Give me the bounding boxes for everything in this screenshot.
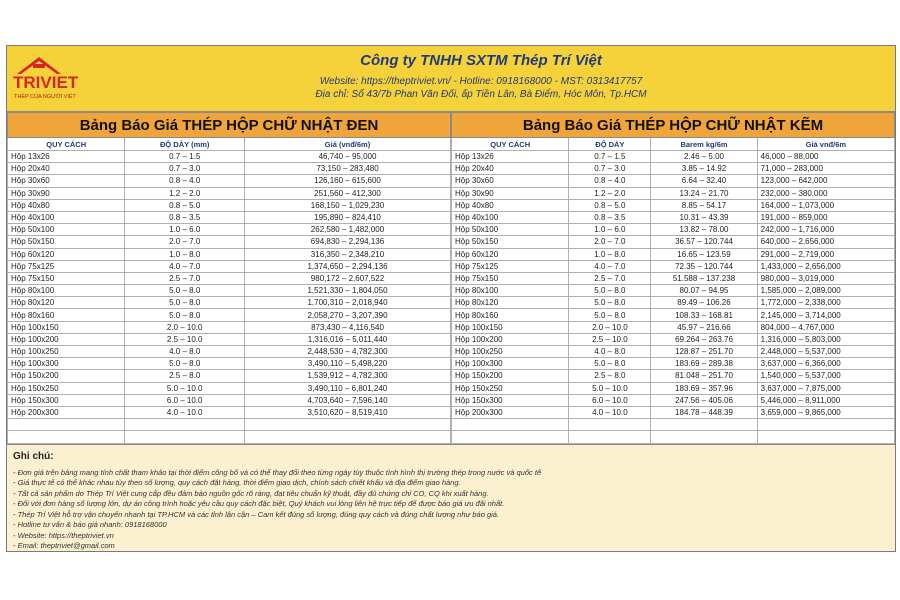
- notes-title: Ghi chú:: [13, 450, 54, 462]
- table-cell: Hộp 150x250: [452, 382, 569, 394]
- table-cell: 168,150 – 1,029,230: [245, 199, 451, 211]
- col-header-spec: QUY CÁCH: [452, 138, 569, 151]
- table-row: [8, 175, 451, 187]
- table-cell: 4.0 – 10.0: [125, 406, 245, 418]
- table-row: [452, 358, 895, 370]
- table-cell: 1,539,912 – 4,782,300: [245, 370, 451, 382]
- table-row: [452, 211, 895, 223]
- table-cell: 13.82 – 78.00: [651, 224, 757, 236]
- table-row: [8, 382, 451, 394]
- logo-tagline: THÉP CỦA NGƯỜI VIỆT: [14, 94, 76, 100]
- table-cell: Hộp 100x150: [8, 321, 125, 333]
- table-cell: Hộp 150x200: [8, 370, 125, 382]
- table-cell: Hộp 100x150: [452, 321, 569, 333]
- table-cell: [569, 419, 651, 431]
- table-cell: Hộp 200x300: [452, 406, 569, 418]
- table-cell: 2.0 – 7.0: [569, 236, 651, 248]
- table-cell: 16.65 – 123.59: [651, 248, 757, 260]
- table-cell: 1,374,650 – 2,294,136: [245, 260, 451, 272]
- table-cell: 251,560 – 412,300: [245, 187, 451, 199]
- logo-text: TRIVIET: [13, 73, 79, 92]
- col-header-barem: Barem kg/6m: [651, 138, 757, 151]
- table-cell: 5.0 – 10.0: [125, 382, 245, 394]
- table-cell: 2,448,000 – 5,537,000: [757, 346, 894, 358]
- table-cell: Hộp 50x100: [8, 224, 125, 236]
- table-cell: [245, 431, 451, 443]
- table-cell: 51.588 – 137.238: [651, 272, 757, 284]
- note-line: - Hotline tư vấn & báo giá nhanh: 0918168000: [13, 520, 167, 529]
- table-cell: 4.0 – 10.0: [569, 406, 651, 418]
- table-row: [8, 309, 451, 321]
- table-cell: 2.0 – 10.0: [569, 321, 651, 333]
- table-row: [8, 333, 451, 345]
- table-cell: 89.49 – 106.26: [651, 297, 757, 309]
- table-cell: Hộp 30x60: [452, 175, 569, 187]
- table-row: [8, 406, 451, 418]
- table-cell: Hộp 20x40: [8, 163, 125, 175]
- table-cell: 81.048 – 251.70: [651, 370, 757, 382]
- table-cell: [8, 431, 125, 443]
- table-cell: Hộp 80x160: [452, 309, 569, 321]
- table-cell: Hộp 30x60: [8, 175, 125, 187]
- note-line: - Đơn giá trên bảng mang tính chất tham khảo tại thời điểm công bố và có thể thay đổi theo từng ngày tùy thuộc tình hình thị trường thép trong nước và quốc tế: [13, 467, 542, 477]
- table-row: [8, 272, 451, 284]
- table-cell: Hộp 30x90: [452, 187, 569, 199]
- table-cell: 1,433,000 – 2,656,000: [757, 260, 894, 272]
- table-row: [452, 297, 895, 309]
- table-cell: 6.0 – 10.0: [125, 394, 245, 406]
- table-cell: 980,172 – 2,607,522: [245, 272, 451, 284]
- table-cell: 45.97 – 216.66: [651, 321, 757, 333]
- table-cell: 3,490,110 – 5,498,220: [245, 358, 451, 370]
- table-cell: 195,890 – 824,410: [245, 211, 451, 223]
- table-cell: 2.0 – 10.0: [125, 321, 245, 333]
- table-cell: 2.5 – 7.0: [569, 272, 651, 284]
- col-header-spec: QUY CÁCH: [8, 138, 125, 151]
- table-cell: Hộp 80x120: [8, 297, 125, 309]
- table-cell: 4.0 – 8.0: [569, 346, 651, 358]
- table-row: [8, 199, 451, 211]
- table-cell: Hộp 200x300: [8, 406, 125, 418]
- table-cell: Hộp 100x250: [8, 346, 125, 358]
- table-row: [452, 394, 895, 406]
- table-cell: 0.7 – 3.0: [569, 163, 651, 175]
- col-header-thickness: ĐỘ DÀY (mm): [125, 138, 245, 151]
- table-row: [8, 346, 451, 358]
- table-row: [452, 151, 895, 163]
- table-cell: 1.2 – 2.0: [569, 187, 651, 199]
- table-cell: 5.0 – 8.0: [125, 285, 245, 297]
- table-cell: 242,000 – 1,716,000: [757, 224, 894, 236]
- table-cell: 873,430 – 4,116,540: [245, 321, 451, 333]
- note-line: - Giá thực tế có thể khác nhau tùy theo số lượng, quy cách đặt hàng, thời điểm giao dịch, chính sách chiết khấu và địa điểm giao hàng.: [13, 478, 461, 487]
- table-cell: 3.85 – 14.92: [651, 163, 757, 175]
- table-row: [8, 394, 451, 406]
- table-row: [8, 297, 451, 309]
- col-header-price: Giá vnđ/6m: [757, 138, 894, 151]
- table-cell: 1,700,310 – 2,018,940: [245, 297, 451, 309]
- table-cell: 8.85 – 54.17: [651, 199, 757, 211]
- table-cell: 1.2 – 2.0: [125, 187, 245, 199]
- table-cell: 2,448,530 – 4,782,300: [245, 346, 451, 358]
- table-row: [8, 187, 451, 199]
- table-cell: 2,145,000 – 3,714,000: [757, 309, 894, 321]
- col-header-thickness: ĐỘ DÀY: [569, 138, 651, 151]
- table-cell: 1,316,016 – 5,011,440: [245, 333, 451, 345]
- table-cell: Hộp 75x125: [452, 260, 569, 272]
- table-cell: 2.46 – 5.00: [651, 151, 757, 163]
- table-cell: 69.264 – 263.76: [651, 333, 757, 345]
- table-cell: 694,830 – 2,294,136: [245, 236, 451, 248]
- table-cell: Hộp 100x200: [8, 333, 125, 345]
- table-row: [8, 236, 451, 248]
- table-cell: 1,316,000 – 5,803,000: [757, 333, 894, 345]
- table-cell: 2.5 – 8.0: [569, 370, 651, 382]
- table-cell: 5.0 – 8.0: [125, 309, 245, 321]
- table-cell: 164,000 – 1,073,000: [757, 199, 894, 211]
- company-name: Công ty TNHH SXTM Thép Trí Việt: [360, 52, 602, 69]
- table-cell: 46,000 – 88,000: [757, 151, 894, 163]
- note-line: - Đối với đơn hàng số lượng lớn, dự án công trình hoặc yêu cầu quy cách đặc biệt, Quý khách vui lòng liên hệ trực tiếp để được báo giá ưu đãi nhất.: [13, 499, 505, 508]
- table-cell: 0.8 – 4.0: [125, 175, 245, 187]
- galvanized-steel-table: [451, 112, 895, 444]
- table-row: [452, 321, 895, 333]
- table-cell: 980,000 – 3,019,000: [757, 272, 894, 284]
- table-cell: 2,058,270 – 3,207,390: [245, 309, 451, 321]
- table-cell: [125, 419, 245, 431]
- table-cell: 3,659,000 – 9,865,000: [757, 406, 894, 418]
- table-row: [8, 248, 451, 260]
- table-cell: 247.56 – 405.06: [651, 394, 757, 406]
- table-row: [452, 431, 895, 443]
- table-cell: 80.07 – 94.95: [651, 285, 757, 297]
- table-cell: 191,000 – 859,000: [757, 211, 894, 223]
- table-cell: 5.0 – 8.0: [569, 309, 651, 321]
- note-line: - Website: https://theptriviet.vn: [13, 530, 114, 540]
- tables-row: [7, 112, 895, 444]
- table-cell: 5.0 – 8.0: [569, 285, 651, 297]
- table-cell: Hộp 80x100: [452, 285, 569, 297]
- table-cell: 108.33 – 168.81: [651, 309, 757, 321]
- table-row: [452, 199, 895, 211]
- table-cell: [245, 419, 451, 431]
- table-cell: Hộp 100x200: [452, 333, 569, 345]
- table-cell: 0.7 – 1.5: [125, 151, 245, 163]
- table-cell: [8, 419, 125, 431]
- black-table-title: Bảng Báo Giá THÉP HỘP CHỮ NHẬT ĐEN: [8, 113, 451, 138]
- table-cell: Hộp 40x100: [8, 211, 125, 223]
- table-cell: Hộp 50x150: [8, 236, 125, 248]
- table-row: [452, 236, 895, 248]
- table-row: [452, 309, 895, 321]
- galv-table-title: Bảng Báo Giá THÉP HỘP CHỮ NHẬT KẼM: [452, 113, 895, 138]
- table-cell: Hộp 100x300: [8, 358, 125, 370]
- table-row: [452, 370, 895, 382]
- table-cell: 4.0 – 8.0: [125, 346, 245, 358]
- table-cell: 46,740 – 95,000: [245, 151, 451, 163]
- table-row: [8, 224, 451, 236]
- table-cell: 0.7 – 1.5: [569, 151, 651, 163]
- note-line: - Thép Trí Việt hỗ trợ vận chuyển nhanh tại TP.HCM và các tỉnh lân cận – Cam kết đúng số lượng, đúng quy cách và đúng chất lượng như báo giá.: [13, 509, 500, 519]
- table-cell: Hộp 80x120: [452, 297, 569, 309]
- table-cell: Hộp 50x150: [452, 236, 569, 248]
- table-cell: 126,160 – 615,600: [245, 175, 451, 187]
- table-cell: 183.69 – 289.38: [651, 358, 757, 370]
- table-cell: [452, 431, 569, 443]
- table-cell: Hộp 75x150: [452, 272, 569, 284]
- table-cell: Hộp 80x100: [8, 285, 125, 297]
- table-cell: [757, 419, 894, 431]
- table-cell: 291,000 – 2,719,000: [757, 248, 894, 260]
- table-cell: 232,000 – 380,000: [757, 187, 894, 199]
- table-cell: Hộp 150x300: [452, 394, 569, 406]
- table-row: [8, 151, 451, 163]
- table-cell: Hộp 100x300: [452, 358, 569, 370]
- table-cell: [569, 431, 651, 443]
- table-cell: 1,521,330 – 1,804,050: [245, 285, 451, 297]
- table-cell: 1.0 – 6.0: [125, 224, 245, 236]
- table-cell: 640,000 – 2,656,000: [757, 236, 894, 248]
- table-cell: Hộp 150x200: [452, 370, 569, 382]
- table-row: [8, 260, 451, 272]
- table-row: [452, 272, 895, 284]
- price-sheet: [6, 45, 896, 552]
- table-row: [452, 224, 895, 236]
- table-cell: 1,772,000 – 2,338,000: [757, 297, 894, 309]
- table-row: [452, 346, 895, 358]
- note-line: - Tất cả sản phẩm do Thép Trí Việt cung cấp đều đảm bảo nguồn gốc rõ ràng, đạt tiêu chuẩn kỹ thuật, đầy đủ chứng chỉ CO, CQ khi xuất hàng.: [13, 488, 489, 498]
- notes-list: [13, 468, 889, 552]
- table-row: [452, 260, 895, 272]
- table-cell: 5.0 – 8.0: [569, 358, 651, 370]
- table-cell: Hộp 50x100: [452, 224, 569, 236]
- table-cell: Hộp 20x40: [452, 163, 569, 175]
- table-row: [8, 358, 451, 370]
- table-cell: 0.8 – 4.0: [569, 175, 651, 187]
- table-row: [8, 211, 451, 223]
- table-cell: Hộp 75x150: [8, 272, 125, 284]
- table-row: [452, 187, 895, 199]
- table-row: [8, 285, 451, 297]
- table-cell: [757, 431, 894, 443]
- table-row: [8, 321, 451, 333]
- table-cell: Hộp 75x125: [8, 260, 125, 272]
- table-cell: 72.35 – 120.744: [651, 260, 757, 272]
- address-line: Địa chỉ: Số 43/7b Phan Văn Đối, ấp Tiền Lân, Bà Điểm, Hóc Môn, Tp.HCM: [315, 89, 647, 100]
- table-cell: Hộp 100x250: [452, 346, 569, 358]
- table-cell: Hộp 13x26: [8, 151, 125, 163]
- table-row: [8, 163, 451, 175]
- table-cell: Hộp 60x120: [8, 248, 125, 260]
- table-cell: 4,703,640 – 7,596,140: [245, 394, 451, 406]
- table-cell: 4.0 – 7.0: [125, 260, 245, 272]
- table-cell: 5,446,000 – 8,911,000: [757, 394, 894, 406]
- table-row: [452, 175, 895, 187]
- table-row: [8, 370, 451, 382]
- table-cell: 4.0 – 7.0: [569, 260, 651, 272]
- table-cell: 128.87 – 251.70: [651, 346, 757, 358]
- table-cell: Hộp 60x120: [452, 248, 569, 260]
- table-cell: 13.24 – 21.70: [651, 187, 757, 199]
- table-cell: [651, 419, 757, 431]
- table-cell: 5.0 – 10.0: [569, 382, 651, 394]
- table-row: [452, 382, 895, 394]
- note-line: - Email: theptriviet@gmail.com: [13, 541, 115, 550]
- table-cell: 0.8 – 5.0: [125, 199, 245, 211]
- table-row: [452, 248, 895, 260]
- table-cell: 3,637,000 – 6,366,000: [757, 358, 894, 370]
- table-row: [8, 419, 451, 431]
- table-cell: 2.5 – 10.0: [125, 333, 245, 345]
- table-cell: Hộp 30x90: [8, 187, 125, 199]
- table-cell: 1.0 – 6.0: [569, 224, 651, 236]
- table-cell: 804,000 – 4,767,000: [757, 321, 894, 333]
- table-cell: 262,580 – 1,482,000: [245, 224, 451, 236]
- table-cell: 2.5 – 10.0: [569, 333, 651, 345]
- table-cell: 3,637,000 – 7,875,000: [757, 382, 894, 394]
- table-cell: Hộp 80x160: [8, 309, 125, 321]
- table-cell: [651, 431, 757, 443]
- table-cell: 0.8 – 3.5: [569, 211, 651, 223]
- table-row: [452, 333, 895, 345]
- table-cell: 123,000 – 642,000: [757, 175, 894, 187]
- table-cell: [125, 431, 245, 443]
- table-cell: 0.8 – 3.5: [125, 211, 245, 223]
- table-cell: 5.0 – 8.0: [569, 297, 651, 309]
- table-cell: [452, 419, 569, 431]
- table-row: [452, 163, 895, 175]
- table-cell: Hộp 150x300: [8, 394, 125, 406]
- website-hotline-line: Website: https://theptriviet.vn/ - Hotline: 0918168000 - MST: 0313417757: [319, 76, 643, 87]
- col-header-price: Giá (vnđ/6m): [245, 138, 451, 151]
- table-cell: 183.69 – 357.96: [651, 382, 757, 394]
- table-cell: 2.5 – 8.0: [125, 370, 245, 382]
- table-cell: 3,490,110 – 6,801,240: [245, 382, 451, 394]
- table-row: [452, 285, 895, 297]
- table-cell: Hộp 150x250: [8, 382, 125, 394]
- table-cell: 3,510,620 – 8,519,410: [245, 406, 451, 418]
- table-cell: 1,585,000 – 2,089,000: [757, 285, 894, 297]
- table-cell: Hộp 13x26: [452, 151, 569, 163]
- table-cell: 0.7 – 3.0: [125, 163, 245, 175]
- table-cell: 2.0 – 7.0: [125, 236, 245, 248]
- table-cell: 5.0 – 8.0: [125, 358, 245, 370]
- table-cell: 2.5 – 7.0: [125, 272, 245, 284]
- table-cell: 1.0 – 8.0: [569, 248, 651, 260]
- notes-section: [7, 444, 895, 551]
- table-cell: 73,150 – 283,480: [245, 163, 451, 175]
- table-cell: 0.8 – 5.0: [569, 199, 651, 211]
- table-cell: 316,350 – 2,348,210: [245, 248, 451, 260]
- sheet-header: [7, 46, 895, 112]
- table-cell: 5.0 – 8.0: [125, 297, 245, 309]
- table-cell: Hộp 40x80: [452, 199, 569, 211]
- table-cell: 36.57 – 120.744: [651, 236, 757, 248]
- table-cell: 1,540,000 – 5,537,000: [757, 370, 894, 382]
- table-row: [452, 419, 895, 431]
- table-cell: Hộp 40x100: [452, 211, 569, 223]
- table-cell: 6.64 – 32.40: [651, 175, 757, 187]
- table-cell: 184.78 – 448.39: [651, 406, 757, 418]
- table-cell: 10.31 – 43.39: [651, 211, 757, 223]
- table-cell: 71,000 – 283,000: [757, 163, 894, 175]
- black-steel-table: [7, 112, 451, 444]
- table-row: [8, 431, 451, 443]
- table-row: [452, 406, 895, 418]
- table-cell: Hộp 40x80: [8, 199, 125, 211]
- table-cell: 6.0 – 10.0: [569, 394, 651, 406]
- table-cell: 1.0 – 8.0: [125, 248, 245, 260]
